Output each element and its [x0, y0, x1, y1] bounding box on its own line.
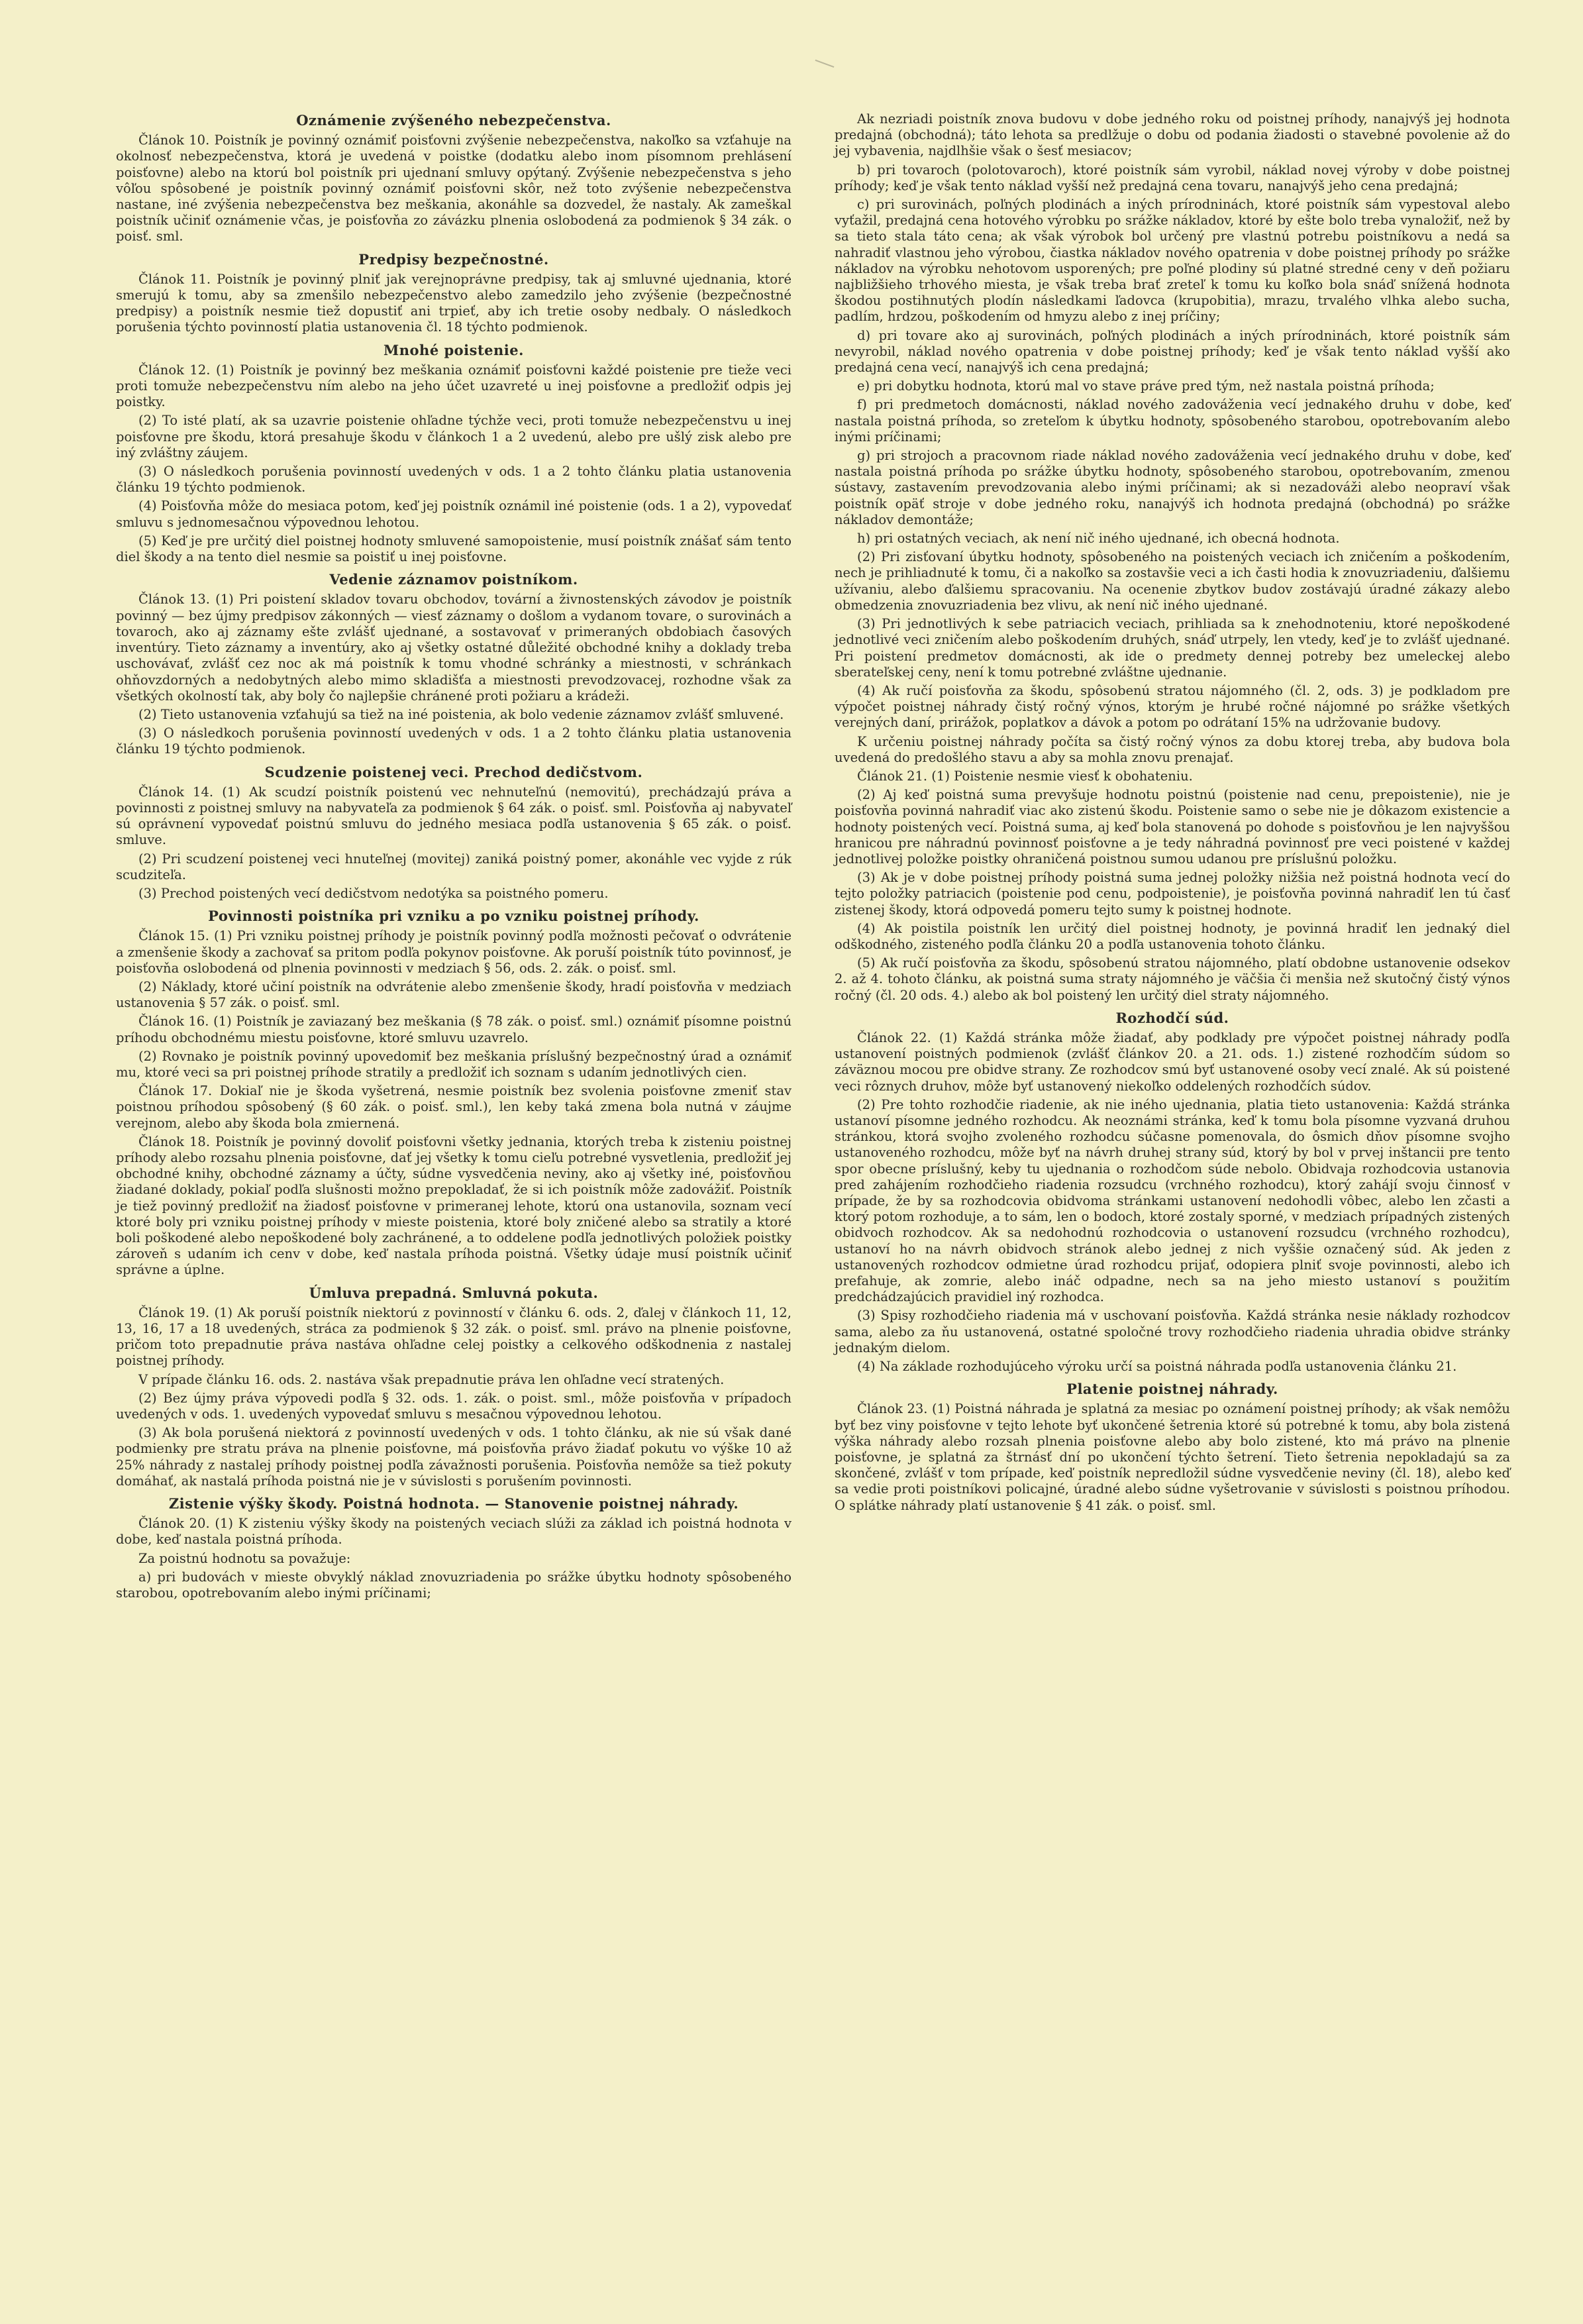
heading-mnozne: Mnohé poistenie. — [383, 341, 524, 358]
fold-mark — [815, 60, 835, 68]
article-13-1: Článok 13. (1) Pri poistení skladov tovaru obchodov, tovární a živnostenských závodov je poistník povinný — bez újmy predpisov zákonných — viesť záznamy o došlom a vydanom tovare, o surovinách a tovaroch, ako aj záznamy ešte zvlášť ujednané, a sostavovať v primeraných obdobiach časových inventúry. Tieto záznamy a inventúry, ako aj všetky ostatné důležité obchodné knihy a doklady treba uschovávať, zvlášť cez noc ak má poistník k tomu vhodné schránky a miestnosti, v schránkach ohňovzdorných a nedobytných alebo mimo skladišťa a miestnosti prevodzovacej, rozhodne však za všetkých okolností tak, aby boly čo najlepšie chránené proti požiaru a krádeži. — [116, 592, 792, 704]
article-13-2: (2) Tieto ustanovenia vzťahujú sa tiež na iné poistenia, ak bolo vedenie záznamov zvlášť smluvené. — [138, 706, 784, 722]
right-p10: (3) Pri jednotlivých k sebe patriacich veciach, prihliada sa k znehodnoteniu, ktoré nepoškodené jednotlivé veci zničením alebo poškodením druhých, snáď utrpely, len vtedy, keď je to zvlášť ujednané. Pri poistení predmetov domácnosti, ak ide o predmety dennej potreby bez umeleckej alebo sberateľskej ceny, není k tomu potrebné zvláštne ujednanie. — [835, 616, 1510, 680]
article-20-1: Článok 20. (1) K zisteniu výšky škody na poistených veciach slúži za základ ich poistná hodnota v dobe, keď nastala poistná príhoda. — [116, 1516, 792, 1548]
right-p1: Ak nezriadi poistník znova budovu v dobe jedného roku od poistnej príhody, nanajvýš jej hodnota predajná (obchodná); táto lehota sa predlžuje o dobu od podania žiadosti o stavebné povolenie až do jej vybavenia, najdlhšie však o šesť mesiacov; — [835, 111, 1510, 159]
article-12-4: (4) Poisťovňa môže do mesiaca potom, keď jej poistník oznámil iné poistenie (ods. 1 a 2), vypovedať smluvu s jednomesačnou výpovednou lehotou. — [116, 498, 792, 530]
article-19-1b: V prípade článku 16. ods. 2. nastáva však prepadnutie práva len ohľadne vecí stratených. — [138, 1371, 725, 1387]
article-21-2: (2) Aj keď poistná suma prevyšuje hodnotu poistnú (poistenie nad cenu, prepoistenie), nie je poisťovňa povinná nahradiť viac ako zistenú škodu. Poistenie samo o sebe nie je dôkazom existencie a hodnoty poistených vecí. Poistná suma, aj keď bola stanovená po dohode s poisťovňou je len najvyššou hranicou pre náhradnú povinnosť poisťovne a je tedy náhradná povinnosť pre veci poistené v každej jednotlivej položke poistky ohraničená poistnou sumou udanou pre príslušnú položku. — [835, 787, 1510, 867]
article-19-3: (3) Ak bola porušená niektorá z povinností uvedených v ods. 1 tohto článku, ak nie sú však dané podmienky pre stratu práva na plnenie poisťovne, má poisťovňa právo žiadať pokutu vo výške 10 až 25% náhrady z nastalej príhody poistnej podľa závažnosti porušenia. Poisťovňa nemôže sa tiež pokuty domáhať, ak nastalá príhoda poistná nie je v súvislosti s porušením povinnosti. — [116, 1425, 792, 1489]
article-18: Článok 18. Poistník je povinný dovoliť poisťovni všetky jednania, ktorých treba k zisteniu poistnej príhody alebo rozsahu plnenia poisťovne, dať jej všetky k tomu cieľu potrebné vysvetlenia, predložiť jej obchodné knihy, obchodné záznamy a účty, súdne vysvedčenia neviny, ako aj všetky iné, poisťovňou žiadané doklady, pokiaľ podľa slušnosti možno prepokladať, že si ich poistník môže zadovážiť. Poistník je tiež povinný predložiť na žiadosť poisťovne v primeranej lehote, ktorú ona ustanovila, soznam vecí ktoré boly pri vzniku poistnej príhody v mieste poistenia, ktoré boly zničené alebo sa stratily a ktoré boli poškodené alebo nepoškodené boly zachránené, a to oddelene podľa jednotlivých položiek poistky zároveň s udaním ich cenv v dobe, keď nastala príhoda poistná. Všetky údaje musí poistník učiniť správne a úplne. — [116, 1134, 792, 1278]
article-21-4: (4) Ak poistila poistník len určitý diel poistnej hodnoty, je povinná hradiť len jednaký diel odškodného, zisteného podľa článku 20 a podľa ustanovenia tohoto článku. — [835, 920, 1510, 952]
article-15-1: Článok 15. (1) Pri vzniku poistnej príhody je poistník povinný podľa možnosti pečovať o odvrátenie a zmenšenie škody a zachovať sa pritom podľa pokynov poisťovne. Ak poruší poistník túto povinnosť, je poisťovňa oslobodená od plnenia povinnosti v medziach § 56, ods. 2. zák. o poisť. sml. — [116, 928, 792, 976]
article-12-1: Článok 12. (1) Poistník je povinný bez meškania oznámiť poisťovni každé poistenie pre tieže veci proti tomuže nebezpečenstvu ním alebo na jeho účet uzavreté u inej poisťovne a predložiť odpis jej poistky. — [116, 362, 792, 410]
article-20-intro: Za poistnú hodnotu sa považuje: — [138, 1550, 351, 1566]
article-15-2: (2) Náklady, ktoré učiní poistník na odvrátenie alebo zmenšenie škody, hradí poisťovňa v medziach ustanovenia § 57 zák. o poisť. sml. — [116, 978, 792, 1011]
article-22-4: (4) Na základe rozhodujúceho výroku určí sa poistná náhrada podľa ustanovenia článku 21. — [857, 1359, 1457, 1375]
right-p4: d) pri tovare ako aj surovinách, poľných plodinách a iných prírodninách, ktoré poistník sám nevyrobil, náklad nového opatrenia v dobe poistnej príhody; keď je však tento náklad vyšší ako predajná cena vecí, nanajvýš ich cena predajná; — [835, 327, 1510, 376]
article-11: Článok 11. Poistník je povinný plniť jak verejnoprávne predpisy, tak aj smluvné ujednania, ktoré smerujú k tomu, aby sa zmenšilo nebezpečenstvo alebo zamedzilo jeho zvýšenie (bezpečnostné predpisy) a poistník nesmie tiež dopustiť ani trpieť, aby ich tretie osoby nedbaly. O následkoch porušenia týchto povinností platia ustanovenia čl. 18 týchto podmienok. — [116, 271, 792, 335]
article-12-2: (2) To isté platí, ak sa uzavrie poistenie ohľadne týchže veci, proti tomuže nebezpečenstvu u inej poisťovne pre škodu, ktorá presahuje škodu v článkoch 1 a 2 uvedenú, alebo pre ušlý zisk alebo pre iný zvláštny záujem. — [116, 413, 792, 460]
article-23-1: Článok 23. (1) Poistná náhrada je splatná za mesiac po oznámení poistnej príhody; ak však nemôžu byť bez viny poisťovne v tejto lehote byť ukončené šetrenia ktoré sú potrebné k tomu, aby bola zistená výška náhrady alebo rozsah plnenia poisťovne alebo aby bolo zistené, kto má právo na plnenie poisťovne, je splatná za štrnásť dní po ukončení týchto šetrení. Tieto šetrenia nepokladajú sa za skončené, zvlášť v tom prípade, keď poistník nepredložil súdne vysvedčenie neviny (čl. 18), alebo keď sa vedie proti poistníkovi policajné, úradné alebo súdne vyšetrovanie v súvislosti s poistnou príhodou. O splátke náhrady platí ustanovenie § 41 zák. o poisť. sml. — [835, 1401, 1510, 1513]
article-19-1: Článok 19. (1) Ak poruší poistník niektorú z povinností v článku 6. ods. 2, ďalej v článkoch 11, 12, 13, 16, 17 a 18 uvedených, stráca za podmienok § 32 zák. o poisť. sml. právo na plnenie poisťovne, pričom toto prepadnutie práva nastáva ohľadne celej poistky a celkového odškodnenia z nastalej poistnej príhody. — [116, 1304, 792, 1369]
right-p8: h) pri ostatných veciach, ak není nič iného ujednané, ich obecná hodnota. — [857, 531, 1340, 547]
heading-oznamenie: Oznámenie zvýšeného nebezpečenstva. — [296, 112, 611, 129]
article-16-2: (2) Rovnako je poistník povinný upovedomiť bez meškania príslušný bezpečnostný úrad a oznámiť mu, ktoré veci sa pri poistnej príhode stratily a predložiť ich soznam s udaním jednotlivých cien. — [116, 1048, 792, 1080]
article-19-2: (2) Bez újmy práva výpovedi podľa § 32. ods. 1. zák. o poist. sml., môže poisťovňa v prípadoch uvedených v ods. 1. uvedených vypovedať smluvu s mesačnou výpovednou lehotou. — [116, 1390, 792, 1422]
left-column — [116, 106, 792, 1604]
article-22-2: (2) Pre tohto rozhodčie riadenie, ak nie iného ujednania, platia tieto ustanovenia: Každá stránka ustanoví písomne jedného rozhodcu. Ak neoznámi stránka, keď k tomu bola písomne vyzvaná druhou stránkou, ktorá svojho zvoleného rozhodcu súčasne pomenovala, do ôsmich dňov písomne svojho ustanoveného rozhodcu, môže byť na návrh druhej strany súd, ktorý by bol v prvej inštancii pre tento spor obecne príslušný, keby tu ujednania o rozhodčom súde nebolo. Obidvaja rozhodcovia ustanovia pred zahájením rozhodčieho riadenia rozsudcu (vrchného rozhodcu), ktorý zahájí svoju činnosť v prípade, že by sa rozhodcovia obidvoma stránkami ustanovení nedohodli vôbec, alebo len zčasti a ktorý potom rozhoduje, a to sám, len o bodoch, ktoré zostaly sporné, v medziach prípadných zistených obidvoch rozhodcov. Ak sa nedohodnú rozhodcovia o ustanovení rozsudcu (vrchného rozhodcu), ustanoví ho na návrh obidvoch stránok alebo jednej z nich vyššie označený súd. Ak jeden z ustanovených rozhodcov odmietne úrad rozhodcu prijať, odopiera plniť svoje povinnosti, alebo ich prefahuje, ak zomrie, alebo ináč odpadne, nech sa na jeho miesto ustanoví s použitím predchádzajúcich pravidiel iný rozhodca. — [835, 1096, 1510, 1305]
heading-umluva: Úmluva prepadná. Smluvná pokuta. — [309, 1284, 599, 1301]
right-p2: b) pri tovaroch (polotovaroch), ktoré poistník sám vyrobil, náklad novej výroby v dobe poistnej príhody; keď je však tento náklad vyšší než predajná cena tovaru, nanajvýš jeho cena predajná; — [835, 162, 1510, 193]
right-p3: c) pri surovinách, poľných plodinách a iných prírodninách, ktoré poistník sám vypestoval alebo vyťažil, predajná cena hotového výrobku po srážke nákladov, ktoré by ešte bolo treba vynaložiť, než by sa tieto stala táto cena; ak však výrobok bol určený pre vlastnú potrebu poistníkovu a nedá sa nahradiť vlastnou jeho výrobou, čiastka nákladov nového opatrenia v dobe poistnej príhody po srážke nákladov na výrobku nehotovom usporených; pre poľné plodiny sú platné stredné ceny v deň požiaru najbližšieho trhového miesta, je však treba brať zreteľ k tomu ku koľko bola snáď snížená hodnota škodou postihnutých plodín následkami ľadovca (krupobitia), mrazu, trvalého vlhka alebo sucha, padlím, hrdzou, poškodením od hmyzu alebo z inej príčiny; — [835, 197, 1510, 325]
article-20-a: a) pri budovách v mieste obvyklý náklad znovuzriadenia po srážke úbytku hodnoty spôsobeného starobou, opotrebovaním alebo inými príčinami; — [116, 1569, 792, 1601]
article-13-3: (3) O následkoch porušenia povinností uvedených v ods. 1 a 2 tohto článku platia ustanovenia článku 19 týchto podmienok. — [116, 725, 792, 757]
article-17: Článok 17. Dokiaľ nie je škoda vyšetrená, nesmie poistník bez svolenia poisťovne zmeniť stav poistnou príhodou spôsobený (§ 60 zák. o poisť. sml.), len keby taká zmena bola nutná v záujme verejnom, alebo aby škoda bola zmiernená. — [116, 1083, 792, 1131]
article-22-1: Článok 22. (1) Každá stránka môže žiadať, aby podklady pre výpočet poistnej náhrady podľa ustanovení poistných podmienok (zvlášť článkov 20. a 21. ods. 1.) zistené rozhodčím súdom so záväznou mocou pre obidve strany. Ze rozhodcov smú byť ustanovené osoby vecí znalé. Ak sú poistené veci rôznych druhov, môže byť ustanovený niekoľko oddelených rozhodčích súdov. — [835, 1030, 1510, 1094]
heading-scudzenie: Scudzenie poistenej veci. Prechod dedičstvom. — [264, 763, 643, 780]
heading-predpisy: Predpisy bezpečnostné. — [358, 250, 549, 268]
article-14-1: Článok 14. (1) Ak scudzí poistník poistenú vec nehnuteľnú (nemovitú), prechádzajú práva a povinnosti z poistnej smluvy na nabyvateľa za podmienok § 64 zák. o poisť. sml. Poisťovňa aj nabyvateľ sú oprávnení vypovedať poistnú smluvu do jedného mesiaca podľa ustanovenia § 65 zák. o poisť. smluve. — [116, 784, 792, 848]
article-21-5: (5) Ak ručí poisťovňa za škodu, spôsobenú stratou nájomného, platí obdobne ustanovenie odsekov 2. až 4. tohoto článku, ak poistná suma straty nájomného je väčšia či menšia než skutočný čistý výnos ročný (čl. 20 ods. 4.) alebo ak bol poistený len určitý diel straty nájomného. — [835, 955, 1510, 1003]
article-10: Článok 10. Poistník je povinný oznámiť poisťovni zvýšenie nebezpečenstva, nakoľko sa vzťahuje na okolnosť nebezpečenstva, ktorá je uvedená v poistke (dodatku alebo inom písomnom prehlásení poisťovne) alebo na ktorú bol poistník pri ujednaní smluvy opýtaný. Zvýšenie nebezpečenstva s jeho vôľou spôsobené je poistník povinný oznámiť poisťovni skôr, než toto zvýšenie nebezpečenstva nastane, iné zvýšenia nebezpečenstva bez meškania, akonáhle sa dozvedel, že nastaly. Ak zameškal poistník učiniť oznámenie včas, je poisťovňa zo závázku plnenia oslobodená za podmienok § 34 zák. o poisť. sml. — [116, 132, 792, 244]
right-column — [835, 111, 1510, 1516]
heading-platenie: Platenie poistnej náhrady. — [1066, 1381, 1278, 1398]
article-16-1: Článok 16. (1) Poistník je zaviazaný bez meškania (§ 78 zák. o poisť. sml.) oznámiť písomne poistnú príhodu obchodnému miestu poisťovne, ktoré smluvu uzavrelo. — [116, 1014, 792, 1045]
article-14-3: (3) Prechod poistených vecí dedičstvom nedotýka sa poistného pomeru. — [138, 885, 609, 901]
right-p6: f) pri predmetoch domácnosti, náklad nového zadováženia vecí jednakého druhu v dobe, keď nastala poistná príhoda, so zreteľom k úbytku hodnoty, spôsobeného starobou, opotrebovaním alebo inými príčinami; — [835, 397, 1510, 445]
article-22-3: (3) Spisy rozhodčieho riadenia má v uschovaní poisťovňa. Každá stránka nesie náklady rozhodcov sama, alebo za ňu ustanovená, ostatné spoločné trovy rozhodčieho riadenia uhradia obidve stránky jednakým dielom. — [835, 1308, 1510, 1355]
article-14-2: (2) Pri scudzení poistenej veci hnuteľnej (movitej) zaniká poistný pomer, akonáhle vec vyjde z rúk scudziteľa. — [116, 851, 792, 882]
article-12-5: (5) Keď je pre určitý diel poistnej hodnoty smluvené samopoistenie, musí poistník znášať sám tento diel škody a na tento diel nesmie sa poistiť u inej poisťovne. — [116, 533, 792, 565]
article-21-3: (3) Ak je v dobe poistnej príhody poistná suma jednej položky nižšia než poistná hodnota vecí do tejto položky patriacich (poistenie pod cenu, podpoistenie), je poisťovňa povinná nahradiť len tú časť zistenej škody, ktorá odpovedá pomeru tejto sumy k poistnej hodnote. — [835, 870, 1510, 918]
heading-vedenie: Vedenie záznamov poistníkom. — [329, 571, 578, 588]
right-p11: (4) Ak ručí poisťovňa za škodu, spôsobenú stratou nájomného (čl. 2, ods. 3) je podkladom pre výpočet poistnej náhrady čistý ročný výnos, ktorým je hrubé ročné nájomné po srážke všetkých verejných daní, prirážok, poplatkov a dávok a potom po odrátaní 15% na udržovanie budovy. — [835, 682, 1510, 731]
right-p5: e) pri dobytku hodnota, ktorú mal vo stave práve pred tým, než nastala poistná príhoda; — [857, 378, 1435, 394]
heading-zistenie: Zistenie výšky škody. Poistná hodnota. — Stanovenie poistnej náhrady. — [168, 1495, 739, 1512]
right-p12: K určeniu poistnej náhrady počíta sa čistý ročný výnos za dobu ktorej treba, aby budova bola uvedená do predošlého stavu a aby sa mohla znovu prenajať. — [835, 733, 1510, 765]
heading-rozhodci: Rozhodčí súd. — [1115, 1009, 1229, 1026]
article-21-1: Článok 21. (1) Poistenie nesmie viesť k obohateniu. — [857, 768, 1193, 784]
article-12-3: (3) O následkoch porušenia povinností uvedených v ods. 1 a 2 tohto článku platia ustanovenia článku 19 týchto podmienok. — [116, 464, 792, 496]
right-p9: (2) Pri zisťovaní úbytku hodnoty, spôsobeného na poistených veciach ich zničením a poškodením, nech je prihliadnuté k tomu, či a nakoľko sa zostavšie veci a ich časti hodia k znovuzriadeniu, ďalšiemu užívaniu, alebo ďalšiemu spracovaniu. Na ocenenie zbytkov budov zostávajú úradné zákazy alebo obmedzenia znovuzriadenia bez vlivu, ak není nič iného ujednané. — [835, 549, 1510, 613]
heading-povinnosti: Povinnosti poistníka pri vzniku a po vzniku poistnej príhody. — [208, 908, 699, 925]
right-p7: g) pri strojoch a pracovnom riade náklad nového zadováženia vecí jednakého druhu v dobe, keď nastala poistná príhoda po srážke úbytku hodnoty, spôsobeného starobou, opotrebovaním, zmenou sústavy, zastavením prevodzovania alebo inými príčinami; ak si nezadováži alebo neopraví však poistník opäť stroje v dobe jedného roku, nanajvýš ich hodnota predajná (obchodná) po srážke nákladov demontáže; — [835, 448, 1510, 527]
